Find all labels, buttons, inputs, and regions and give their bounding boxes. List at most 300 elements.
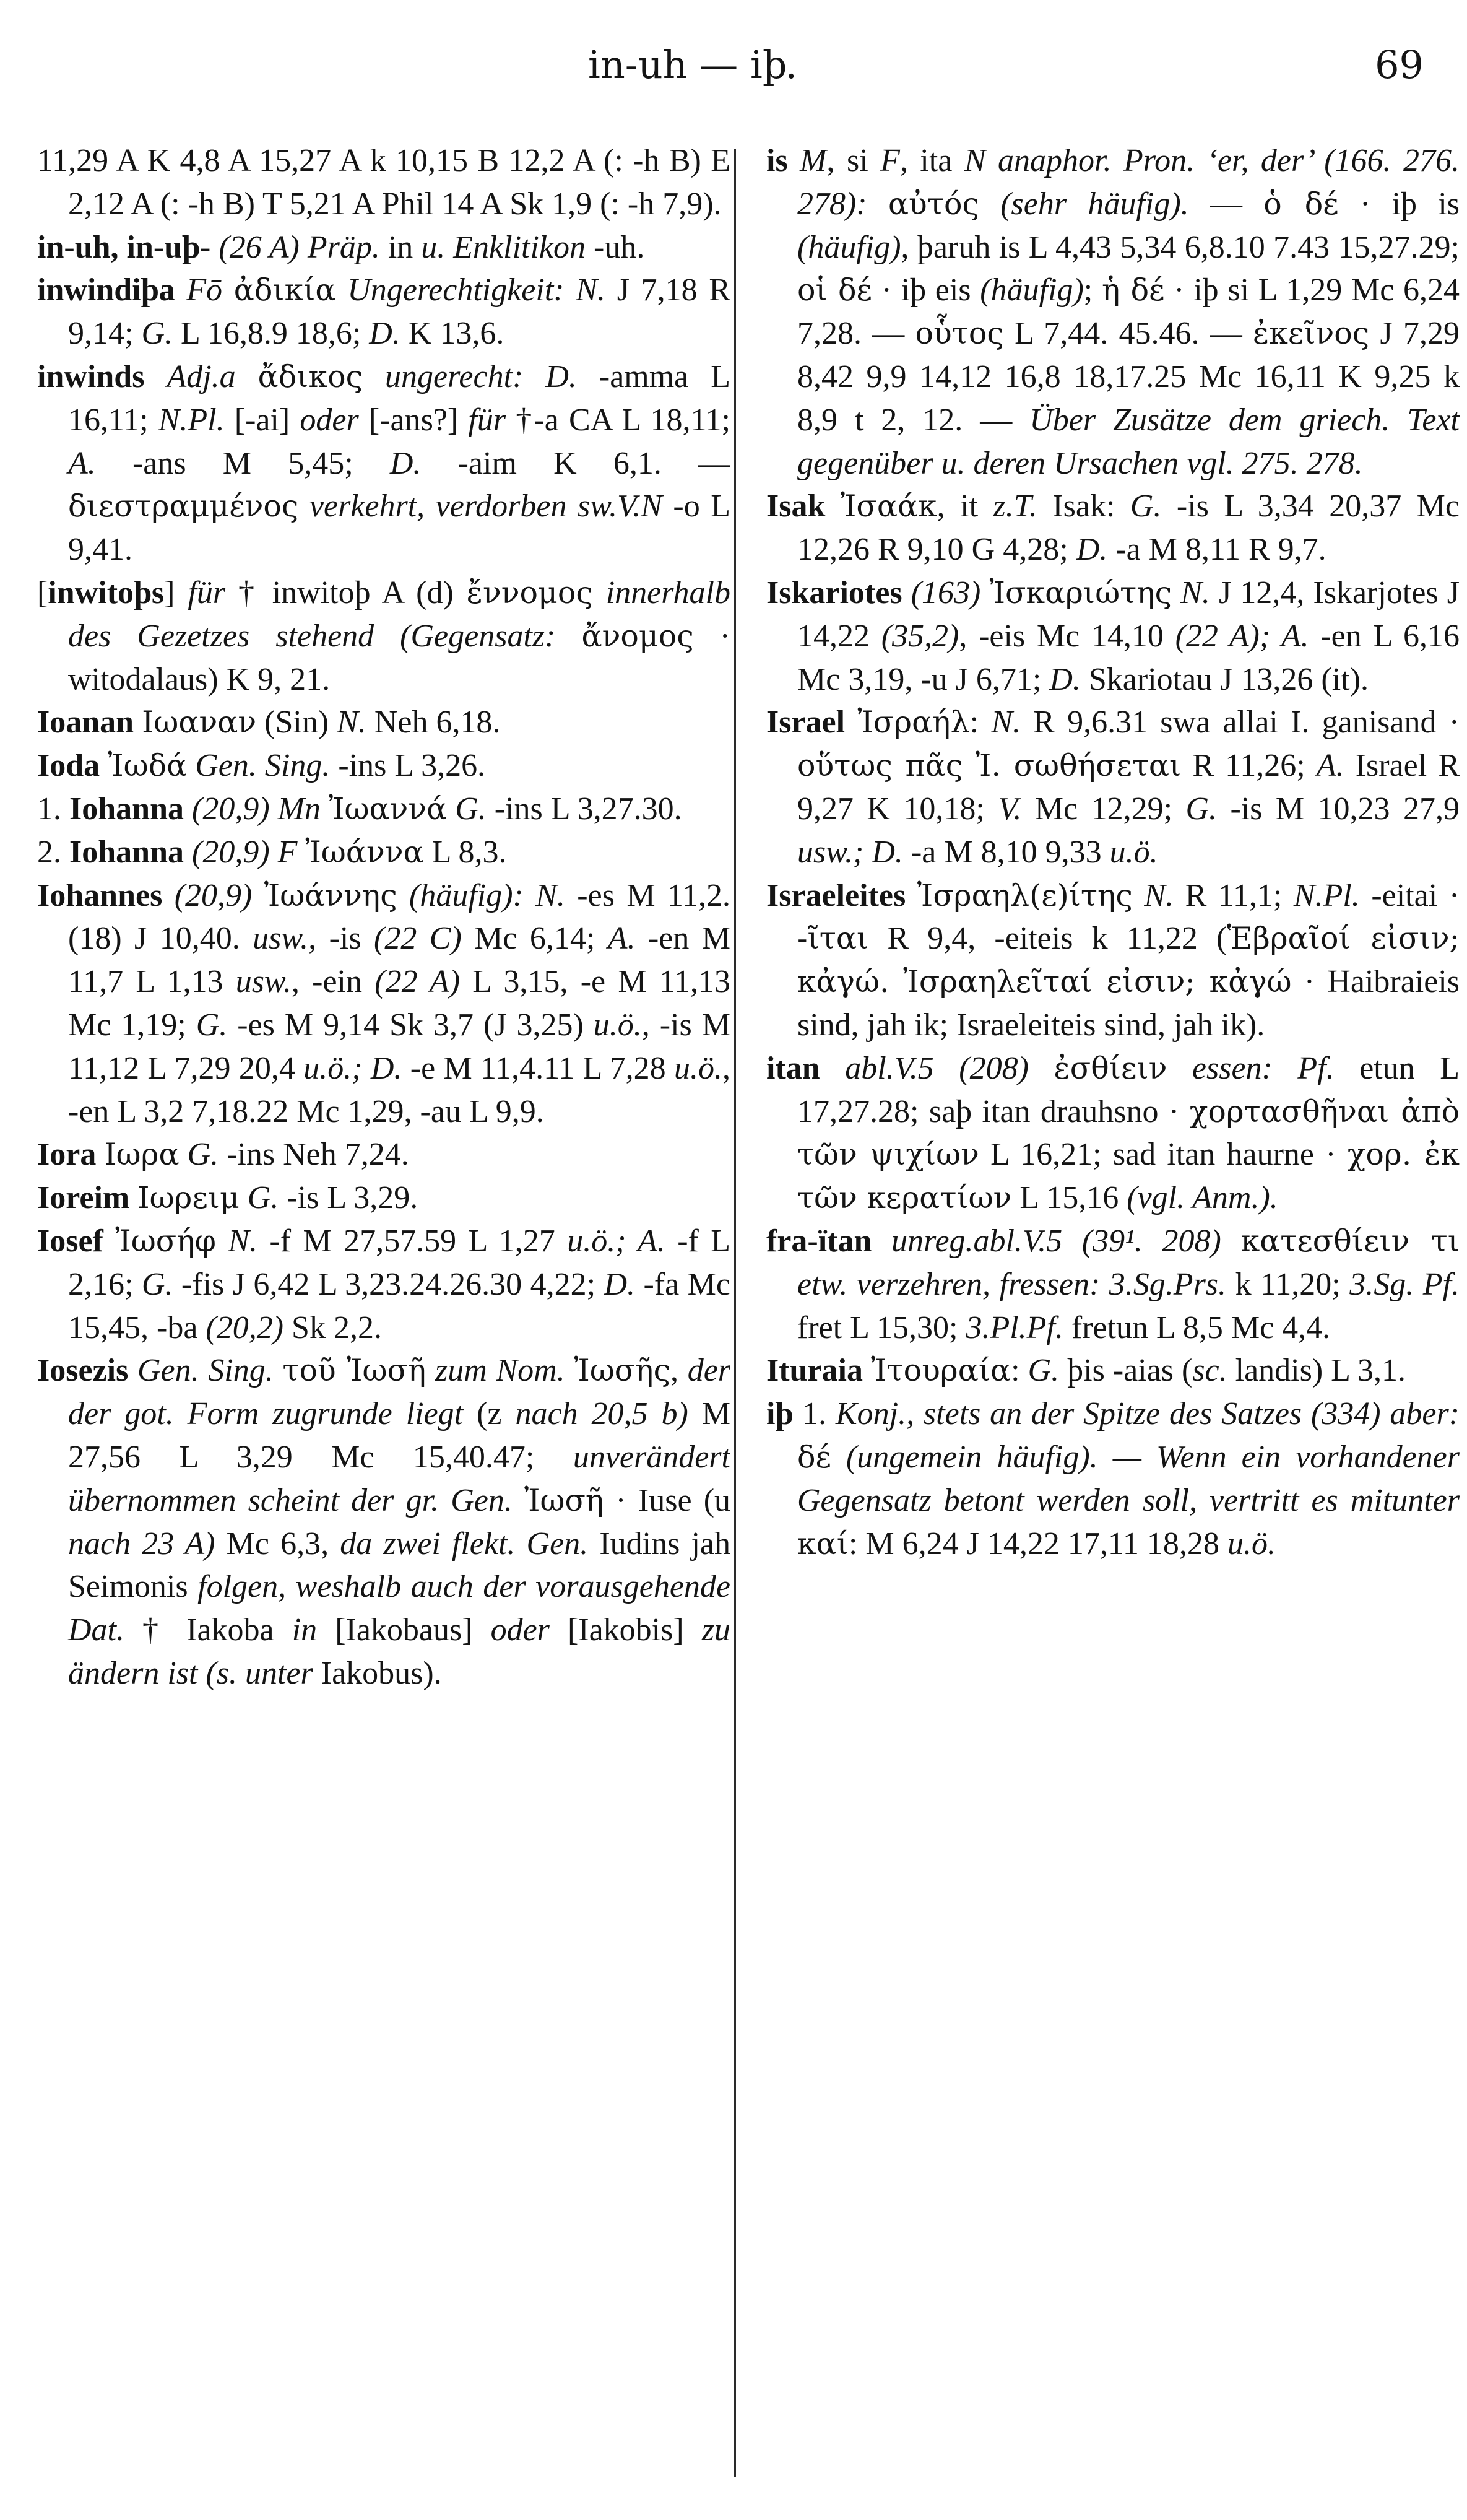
entry-text xyxy=(180,1137,188,1172)
entry-text: in xyxy=(379,229,422,265)
entry-text: [Iakobaus] xyxy=(317,1612,491,1648)
entry-text: , ita xyxy=(899,143,964,178)
entry-text xyxy=(252,878,264,913)
entry-text: ; xyxy=(1083,272,1102,308)
entry-label: nach 20,5 b) xyxy=(515,1396,688,1432)
dictionary-entry xyxy=(37,788,730,831)
entry-text: -fa Mc 15,45, -ba xyxy=(68,1266,730,1345)
dictionary-entry xyxy=(766,1393,1460,1565)
entry-text xyxy=(134,705,142,740)
entry-label: etw. verzehren, fressen: 3.Sg.Prs. xyxy=(797,1266,1227,1302)
entry-label: (22 C) xyxy=(374,921,462,957)
entry-text: -f M 27,57.59 L 1,27 xyxy=(257,1223,568,1259)
entry-text: -ins Neh 7,24. xyxy=(219,1137,409,1173)
entry-label: da zwei flekt. Gen. xyxy=(340,1526,589,1562)
dictionary-entry xyxy=(37,139,730,226)
entry-label: N. xyxy=(991,705,1021,741)
entry-label: G. xyxy=(141,316,173,352)
entry-text: -is L 3,29. xyxy=(279,1180,418,1216)
entry-text xyxy=(1195,143,1206,178)
page-title: in-uh — iþ. xyxy=(588,42,798,87)
dictionary-entry xyxy=(37,1133,730,1176)
entry-text xyxy=(863,1353,871,1388)
entry-text: [-ai] xyxy=(224,402,300,438)
entry-text xyxy=(1167,1051,1192,1086)
entry-label: Konj., stets an der Spitze des Satzes (334) aber: xyxy=(835,1396,1460,1432)
entry-text: J 7,29 8,42 9,9 14,12 16,8 18,17.25 Mc 16,11 K 9,25 k 8,9 t 2, 12. — xyxy=(797,316,1460,438)
entry-label: G. xyxy=(455,791,487,827)
entry-label: z.T. xyxy=(993,489,1037,524)
greek-gloss: τοῦ Ἰωσῆ xyxy=(282,1353,426,1389)
entry-label: V. xyxy=(998,791,1022,827)
entry-text: · iþ eis xyxy=(872,272,980,308)
entry-text xyxy=(162,878,174,913)
greek-gloss: Ἰσαάκ xyxy=(840,489,937,524)
entry-text: 1. xyxy=(37,791,69,827)
running-head xyxy=(0,34,1467,96)
entry-label: (26 A) Präp. xyxy=(219,229,380,265)
entry-text: · Iuse (u xyxy=(604,1482,730,1518)
greek-gloss: οὗτος xyxy=(915,316,1004,352)
entry-label: Gen. Sing. xyxy=(137,1353,274,1389)
entry-text: R 11,26; xyxy=(1181,748,1317,784)
entry-text xyxy=(222,272,234,308)
entry-label: nach 23 A) xyxy=(68,1526,215,1562)
entry-label: (20,2) xyxy=(206,1310,284,1345)
entry-label: G. xyxy=(196,1007,228,1043)
entry-label: (163) xyxy=(911,575,981,610)
entry-text xyxy=(240,1180,248,1215)
greek-gloss: Ἰσκαριώτης xyxy=(989,575,1172,610)
entry-text: · Haibraieis sind, jah ik; Israeleiteis sind, jah ik). xyxy=(797,964,1460,1043)
entry-label: Ungerechtigkeit: N. xyxy=(347,272,605,308)
entry-label: usw. xyxy=(253,921,309,957)
entry-text: — xyxy=(1188,186,1264,222)
entry-text: ] xyxy=(164,575,188,610)
entry-text xyxy=(363,359,385,394)
entry-text: R 9,6.31 swa allai I. ganisand · xyxy=(1020,705,1460,741)
entry-text: : M 6,24 J 14,22 17,11 18,28 xyxy=(848,1526,1227,1562)
entry-text: Sk 2,2. xyxy=(283,1310,382,1345)
greek-gloss: Ιωαναν xyxy=(142,705,257,741)
entry-text: (z xyxy=(463,1396,516,1432)
entry-text xyxy=(872,1223,891,1259)
entry-label: u.ö. xyxy=(1227,1526,1276,1562)
dictionary-entry xyxy=(37,1349,730,1695)
greek-gloss: ἐκεῖνος xyxy=(1252,316,1370,352)
entry-text: -a M 8,11 R 9,7. xyxy=(1107,532,1326,568)
entry-label: 3.Sg. Pf. xyxy=(1349,1266,1460,1302)
dictionary-entry xyxy=(37,355,730,571)
dictionary-entry xyxy=(37,831,730,874)
entry-label: oder xyxy=(300,402,359,438)
entry-text: M 27,56 L 3,29 Mc 15,40.47; xyxy=(68,1396,730,1475)
entry-label: N. xyxy=(1144,877,1174,913)
entry-label: (vgl. Anm.). xyxy=(1127,1180,1278,1216)
entry-text xyxy=(184,835,192,870)
entry-label: zu ändern ist (s. unter xyxy=(68,1612,730,1691)
entry-text: -fis J 6,42 L 3,23.24.26.30 4,22; xyxy=(173,1266,604,1302)
entry-text: R 11,1; xyxy=(1174,877,1294,913)
greek-gloss: ἄνομος xyxy=(581,618,694,654)
entry-label: abl.V.5 (208) xyxy=(845,1050,1029,1086)
entry-text xyxy=(788,143,800,178)
entry-label: (22 A); A. xyxy=(1175,618,1309,654)
entry-text: L 16,21; sad itan haurne · xyxy=(979,1137,1348,1173)
entry-text: -a M 8,10 9,33 xyxy=(902,834,1110,870)
entry-label: G. xyxy=(1028,1353,1060,1389)
dictionary-entry xyxy=(37,744,730,788)
entry-text: [Iakobis] xyxy=(549,1612,702,1648)
greek-gloss: ἄδικος xyxy=(257,358,363,394)
greek-gloss: οὕτως πᾶς Ἰ. σωθήσεται xyxy=(797,748,1182,784)
entry-text xyxy=(187,748,195,783)
entry-text: · iþ is xyxy=(1338,186,1460,222)
entry-text: 11,29 A K 4,8 A 15,27 A k 10,15 B 12,2 A (: -h B) E 2,12 A (: -h B) T 5,21 A Phil 14 A Sk 1,9 (: -h 7,9). xyxy=(37,143,730,222)
greek-gloss: Ἰωσήφ xyxy=(115,1223,216,1259)
greek-gloss: Ἰσραήλ xyxy=(857,705,970,741)
entry-text xyxy=(397,878,409,913)
entry-text xyxy=(447,791,455,827)
entry-label: ‘er, der’ (166. 276. 278): xyxy=(797,143,1460,222)
greek-gloss: χορτασθῆναι ἀπὸ τῶν ψιχίων xyxy=(797,1093,1460,1173)
entry-text: † inwitoþ A (d) xyxy=(225,575,467,610)
entry-headword: inwindiþa xyxy=(37,272,175,308)
entry-text: L 16,8.9 18,6; xyxy=(173,316,370,352)
entry-text xyxy=(128,1353,137,1388)
entry-label: (häufig) xyxy=(797,229,901,265)
dictionary-entry xyxy=(766,701,1460,874)
entry-text: , -is xyxy=(308,921,374,957)
entry-text: L 15,16 xyxy=(1011,1180,1127,1216)
entry-headword: is xyxy=(766,143,788,178)
entry-label: (häufig) xyxy=(980,272,1084,308)
entry-label: unverändert übernommen scheint der gr. Gen. xyxy=(68,1439,730,1518)
entry-label: D. xyxy=(369,316,400,352)
entry-headword: Iohannes xyxy=(37,877,163,913)
dictionary-entry xyxy=(766,485,1460,571)
entry-text xyxy=(144,359,167,394)
greek-gloss: κατεσθίειν τι xyxy=(1240,1223,1460,1259)
entry-text: K 13,6. xyxy=(400,316,504,352)
entry-text: -ins L 3,27.30. xyxy=(486,791,682,827)
entry-text xyxy=(1172,575,1180,610)
entry-label: u.ö. xyxy=(674,1050,722,1086)
entry-label: N.Pl. xyxy=(1293,877,1360,913)
entry-text: , xyxy=(670,1353,688,1389)
left-column xyxy=(37,139,730,2492)
entry-text xyxy=(216,1223,228,1259)
greek-gloss: Ιωρειμ xyxy=(137,1180,240,1216)
entry-text: [-ans?] xyxy=(358,402,469,438)
entry-headword: itan xyxy=(766,1050,820,1086)
entry-text: Iakobus). xyxy=(313,1655,442,1691)
greek-gloss: διεστραμμένος xyxy=(68,489,299,524)
entry-text: L 8,3. xyxy=(423,834,507,870)
entry-label: folgen, weshalb auch der vorausgehende Dat. xyxy=(68,1569,730,1648)
entry-text xyxy=(902,575,911,610)
right-column xyxy=(766,139,1460,2492)
entry-text: Mc 6,3, xyxy=(215,1526,340,1562)
dictionary-entry xyxy=(766,571,1460,701)
entry-text xyxy=(555,619,581,654)
entry-text: (Sin) xyxy=(256,705,337,741)
entry-text: , -en L 3,2 7,18.22 Mc 1,29, -au L 9,9. xyxy=(68,1050,730,1129)
entry-label: Fō xyxy=(186,272,223,308)
entry-label: unreg.abl.V.5 (39¹. 208) xyxy=(891,1223,1221,1259)
entry-text: -e M 11,4.11 L 7,28 xyxy=(402,1050,674,1086)
greek-gloss: Ἰσραηλ(ε)ίτης xyxy=(917,877,1133,913)
entry-headword: fra-ïtan xyxy=(766,1223,872,1259)
entry-text xyxy=(236,359,258,394)
entry-text: · iþ si L 1,29 Mc 6,24 7,28. — xyxy=(797,272,1460,352)
greek-gloss: ἐσθίειν xyxy=(1054,1050,1167,1086)
entry-label: A. xyxy=(1316,748,1344,784)
entry-label: G. xyxy=(141,1266,173,1302)
entry-label: zum Nom. xyxy=(435,1353,565,1389)
entry-label: Gen. Sing. xyxy=(195,748,331,784)
dictionary-entry xyxy=(766,1220,1460,1349)
entry-text xyxy=(96,1137,104,1172)
entry-text xyxy=(1133,878,1145,913)
greek-gloss: Ἑβραῖοί εἰσιν; κἀγώ. Ἰσραηλεῖταί εἰσιν; κἀγώ xyxy=(797,921,1460,1000)
entry-text: J 12,4, Iskarjotes J 14,22 xyxy=(797,575,1460,654)
entry-label: 3.Pl.Pf. xyxy=(966,1310,1063,1345)
entry-text: -en M 11,7 L 1,13 xyxy=(68,921,730,1000)
entry-label: (20,9) Mn xyxy=(192,791,321,827)
entry-label: N. xyxy=(337,705,366,741)
entry-label: ungerecht: D. xyxy=(385,358,577,394)
entry-text: Isak: xyxy=(1037,489,1130,524)
entry-headword: Isak xyxy=(766,489,826,524)
greek-gloss: Ιωρα xyxy=(104,1137,180,1173)
dictionary-entry xyxy=(37,1176,730,1220)
entry-label: u.ö.; D. xyxy=(303,1050,402,1086)
entry-label: der der got. Form zugrunde liegt xyxy=(68,1353,730,1432)
entry-text: -en L 6,16 Mc 3,19, -u J 6,71; xyxy=(797,618,1460,697)
entry-headword: Ioanan xyxy=(37,705,134,741)
entry-headword: Ituraia xyxy=(766,1353,863,1389)
entry-label: oder xyxy=(490,1612,550,1648)
entry-label: sc. xyxy=(1192,1353,1227,1389)
entry-text xyxy=(175,272,187,308)
entry-label: N. xyxy=(228,1223,258,1259)
entry-text: -is M 10,23 27,9 xyxy=(1217,791,1460,827)
entry-text xyxy=(845,705,857,740)
entry-text: Israel R 9,27 K 10,18; xyxy=(797,748,1460,827)
greek-gloss: ἡ δέ xyxy=(1101,272,1165,308)
entry-headword: Iohanna xyxy=(69,834,184,870)
entry-label: D. xyxy=(1049,661,1081,697)
entry-label: für xyxy=(188,575,226,610)
dictionary-entry xyxy=(37,874,730,1134)
entry-text: -aim K 6,1. — xyxy=(421,445,730,481)
entry-label: A. xyxy=(607,921,636,957)
dictionary-entry xyxy=(766,139,1460,485)
entry-label: F xyxy=(880,143,900,178)
entry-label: (häufig): N. xyxy=(409,877,565,913)
greek-gloss: ἔννομος xyxy=(466,575,593,610)
entry-text xyxy=(980,575,989,610)
entry-text: -es M 11,2.(18) J 10,40. xyxy=(68,877,730,957)
entry-text: † Iakoba xyxy=(124,1612,292,1648)
greek-gloss: ὁ δέ xyxy=(1263,186,1339,222)
greek-gloss: Ἰωσῆς xyxy=(574,1353,671,1389)
entry-text: landis) L 3,1. xyxy=(1227,1353,1406,1389)
entry-label: N. xyxy=(1180,575,1210,610)
entry-label: essen: Pf. xyxy=(1192,1050,1335,1086)
dictionary-entry xyxy=(37,701,730,744)
entry-text xyxy=(867,186,888,222)
entry-text: , si xyxy=(826,143,881,178)
entry-label: Adj.a xyxy=(167,358,236,394)
entry-headword: in-uh, in-uþ- xyxy=(37,229,211,265)
entry-text: Iudins jah Seimonis xyxy=(68,1526,730,1605)
entry-label: G. xyxy=(247,1180,279,1216)
entry-label: verkehrt, verdorben sw.V.N xyxy=(309,489,662,524)
entry-label: Über Zusätze dem griech. Text gegenüber u. deren Ursachen vgl. 275. 278. xyxy=(797,402,1460,481)
entry-text xyxy=(426,1353,435,1388)
entry-label: für xyxy=(468,402,506,438)
greek-gloss: ἀδικία xyxy=(233,272,336,308)
greek-gloss: οἱ δέ xyxy=(797,272,872,308)
entry-text: Skariotau J 13,26 (it). xyxy=(1080,661,1369,697)
entry-label: N.Pl. xyxy=(158,402,225,438)
entry-text xyxy=(298,489,309,524)
entry-text: -ins L 3,26. xyxy=(330,748,486,784)
entry-text xyxy=(906,878,917,913)
entry-text xyxy=(513,1483,524,1518)
entry-text xyxy=(321,791,329,827)
column-divider xyxy=(734,149,736,2477)
entry-text: · witodalaus) K 9, 21. xyxy=(68,618,730,697)
entry-text: L 7,44. 45.46. — xyxy=(1003,316,1253,352)
entry-label: (ungemein häufig). — Wenn ein vorhandener Gegensatz betont werden soll, vertritt es mitunter xyxy=(797,1439,1460,1518)
entry-text xyxy=(820,1051,846,1086)
entry-text: J 7,18 R 9,14; xyxy=(68,272,730,352)
entry-text xyxy=(565,1353,574,1388)
entry-text xyxy=(103,1223,115,1259)
entry-label: u.ö. xyxy=(1109,834,1158,870)
entry-text: [ xyxy=(37,575,48,610)
entry-text: , -eis Mc 14,10 xyxy=(959,618,1175,654)
entry-text: -is L 3,34 20,37 Mc 12,26 R 9,10 G 4,28; xyxy=(797,489,1460,568)
entry-text: k 11,20; xyxy=(1226,1266,1350,1302)
entry-headword: Ioda xyxy=(37,748,100,784)
entry-headword: inwinds xyxy=(37,358,145,394)
entry-label: usw. xyxy=(235,964,292,1000)
dictionary-entry xyxy=(37,269,730,355)
greek-gloss: Ἰωσῆ xyxy=(524,1482,604,1518)
entry-label: u. Enklitikon xyxy=(421,229,586,265)
entry-headword: Israel xyxy=(766,705,846,741)
entry-label: G. xyxy=(1185,791,1218,827)
entry-headword: Iohanna xyxy=(69,791,184,827)
entry-label: in xyxy=(292,1612,318,1648)
entry-text: : xyxy=(969,705,992,741)
entry-label: u.ö.; A. xyxy=(567,1223,665,1259)
entry-headword: iþ xyxy=(766,1396,794,1432)
dictionary-entry xyxy=(766,1349,1460,1393)
entry-label: D. xyxy=(389,445,422,481)
entry-text: , -ein xyxy=(291,964,375,1000)
entry-headword: Iosef xyxy=(37,1223,103,1259)
greek-gloss: Ἰωάννης xyxy=(264,877,397,913)
entry-text xyxy=(593,575,606,610)
entry-headword: Ioreim xyxy=(37,1180,130,1216)
entry-text xyxy=(129,1180,137,1215)
entry-headword: Iora xyxy=(37,1137,97,1173)
entry-headword: Israeleites xyxy=(766,877,906,913)
entry-label: N anaphor. Pron. xyxy=(964,143,1195,178)
entry-text xyxy=(1221,1223,1241,1259)
entry-text: þis -aias ( xyxy=(1059,1353,1193,1389)
entry-label: G. xyxy=(1130,489,1162,524)
entry-headword: Iosezis xyxy=(37,1353,129,1389)
greek-gloss: Ἰωαννά xyxy=(328,791,448,827)
entry-text: , it xyxy=(937,489,993,524)
greek-gloss: καί xyxy=(797,1526,849,1562)
entry-text xyxy=(210,230,219,265)
entry-text: 2. xyxy=(37,834,69,870)
entry-text: Mc 6,14; xyxy=(461,921,608,957)
entry-label: usw.; D. xyxy=(797,834,903,870)
entry-label: (35,2) xyxy=(881,618,959,654)
entry-text: fret L 15,30; xyxy=(797,1310,966,1345)
entry-text xyxy=(979,186,1000,222)
entry-text: etun L 17,27.28; saþ itan drauhsno · xyxy=(797,1050,1460,1129)
entry-label: u.ö. xyxy=(593,1007,642,1043)
entry-label: M xyxy=(800,143,827,178)
entry-headword: Iskariotes xyxy=(766,575,902,610)
entry-text: L 3,15, -e M 11,13 Mc 1,19; xyxy=(68,964,730,1043)
entry-text: Neh 6,18. xyxy=(366,705,501,741)
entry-headword: inwitoþs xyxy=(48,575,165,610)
entry-text: -amma L 16,11; xyxy=(68,358,730,438)
entry-text xyxy=(336,272,348,308)
dictionary-entry xyxy=(37,226,730,269)
entry-label: (20,9) xyxy=(174,877,253,913)
entry-label: (22 A) xyxy=(374,964,461,1000)
entry-text xyxy=(297,835,305,870)
greek-gloss: δέ xyxy=(797,1439,831,1475)
dictionary-entry xyxy=(766,1047,1460,1220)
entry-text: -es M 9,14 Sk 3,7 (J 3,25) xyxy=(227,1007,594,1043)
entry-text xyxy=(274,1353,283,1388)
entry-text: Mc 12,29; xyxy=(1021,791,1186,827)
entry-label: A. xyxy=(68,445,96,481)
entry-label: innerhalb des Gezetzes stehend (Gegensatz: xyxy=(68,575,730,654)
entry-text: -eitai · xyxy=(1359,877,1460,913)
greek-gloss: Ἰωδά xyxy=(108,748,188,784)
entry-text: , þaruh is L 4,43 5,34 6,8.10 7.43 15,27.29; xyxy=(901,229,1460,265)
entry-label: (sehr häufig). xyxy=(1000,186,1189,222)
dictionary-entry xyxy=(37,571,730,701)
entry-text: -uh. xyxy=(586,229,645,265)
greek-gloss: αὐτός xyxy=(888,186,979,222)
entry-text: 1. xyxy=(793,1396,836,1432)
dictionary-entry xyxy=(37,1220,730,1349)
entry-text: -ans M 5,45; xyxy=(95,445,390,481)
entry-text: , -is M 11,12 L 7,29 20,4 xyxy=(68,1007,730,1086)
entry-text: †-a CA L 18,11; xyxy=(506,402,730,438)
greek-gloss: χορ. ἐκ τῶν κερατίων xyxy=(797,1137,1460,1216)
entry-label: (20,9) F xyxy=(192,834,298,870)
greek-gloss: Ἰωάννα xyxy=(305,834,424,870)
entry-label: D. xyxy=(604,1266,636,1302)
entry-text: R 9,4, -eiteis k 11,22 ( xyxy=(868,921,1227,957)
entry-text: -f L 2,16; xyxy=(68,1223,730,1302)
